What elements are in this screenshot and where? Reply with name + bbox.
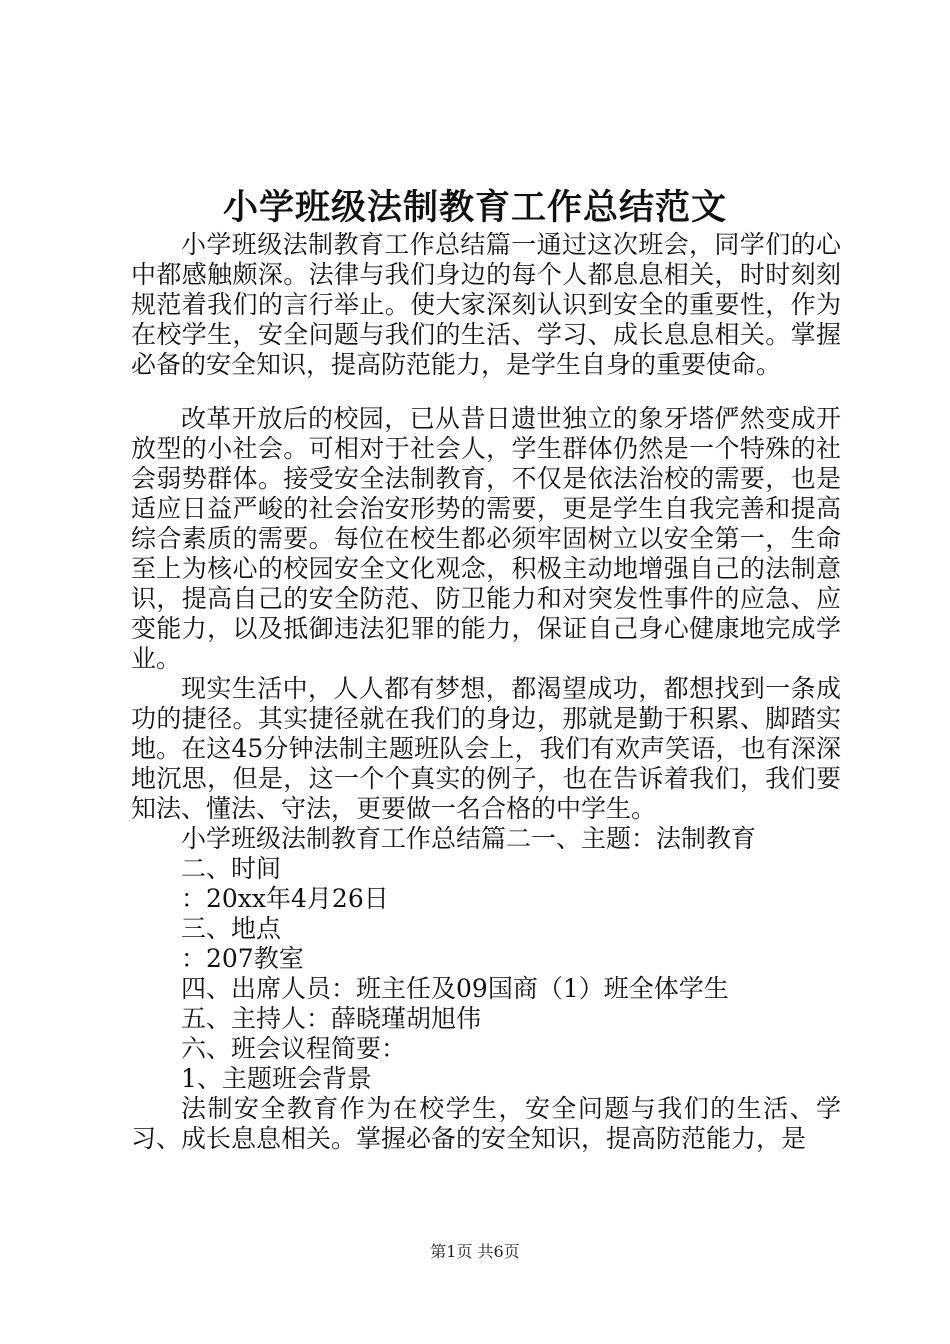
paragraph-3: 现实生活中，人人都有梦想，都渴望成功，都想找到一条成功的捷径。其实捷径就在我们的身边，那就是勤于积累、脚踏实地。在这45分钟法制主题班队会上，我们有欢声笑语，也有深深地沉思，但是，这一个个真实的例子，也在告诉着我们，我们要知法、懂法、守法，更要做一名合格的中学生。 — [131, 674, 841, 823]
meeting-date: ：20xx年4月26日 — [181, 884, 389, 913]
meeting-host: 五、主持人：薛晓瑾胡旭伟 — [181, 1004, 482, 1033]
meeting-place-heading: 三、地点 — [181, 914, 282, 943]
page-number: 第1页 共6页 — [430, 1242, 520, 1261]
document-title: 小学班级法制教育工作总结范文 — [222, 187, 727, 228]
paragraph-2: 改革开放后的校园，已从昔日遗世独立的象牙塔俨然变成开放型的小社会。可相对于社会人，学生群体仍然是一个特殊的社会弱势群体。接受安全法制教育，不仅是依法治校的需要，也是适应日益严峻的社会治安形势的需要，更是学生自我完善和提高综合素质的需要。每位在校生都必须牢固树立以安全第一，生命至上为核心的校园安全文化观念，积极主动地增强自己的法制意识，提高自己的安全防范、防卫能力和对突发性事件的应急、应变能力，以及抵御违法犯罪的能力，保证自己身心健康地完成学业。 — [131, 404, 841, 673]
meeting-attendees: 四、出席人员：班主任及09国商（1）班全体学生 — [181, 974, 729, 1003]
paragraph-1: 小学班级法制教育工作总结篇一通过这次班会，同学们的心中都感触颇深。法律与我们身边的每个人都息息相关，时时刻刻规范着我们的言行举止。使大家深刻认识到安全的重要性，作为在校学生，安全问题与我们的生活、学习、成长息息相关。掌握必备的安全知识，提高防范能力，是学生自身的重要使命。 — [131, 230, 841, 379]
meeting-time-heading: 二、时间 — [181, 854, 282, 883]
paragraph-4: 法制安全教育作为在校学生，安全问题与我们的生活、学习、成长息息相关。掌握必备的安全知识，提高防范能力，是 — [131, 1094, 841, 1153]
paragraph-gap — [131, 380, 841, 404]
meeting-room: ：207教室 — [181, 944, 304, 973]
meeting-agenda-heading: 六、班会议程简要： — [181, 1034, 407, 1063]
meeting-topic-line: 小学班级法制教育工作总结篇二一、主题：法制教育 — [181, 824, 757, 853]
meeting-background-heading: 1、主题班会背景 — [181, 1064, 372, 1093]
document-body — [131, 230, 841, 1154]
